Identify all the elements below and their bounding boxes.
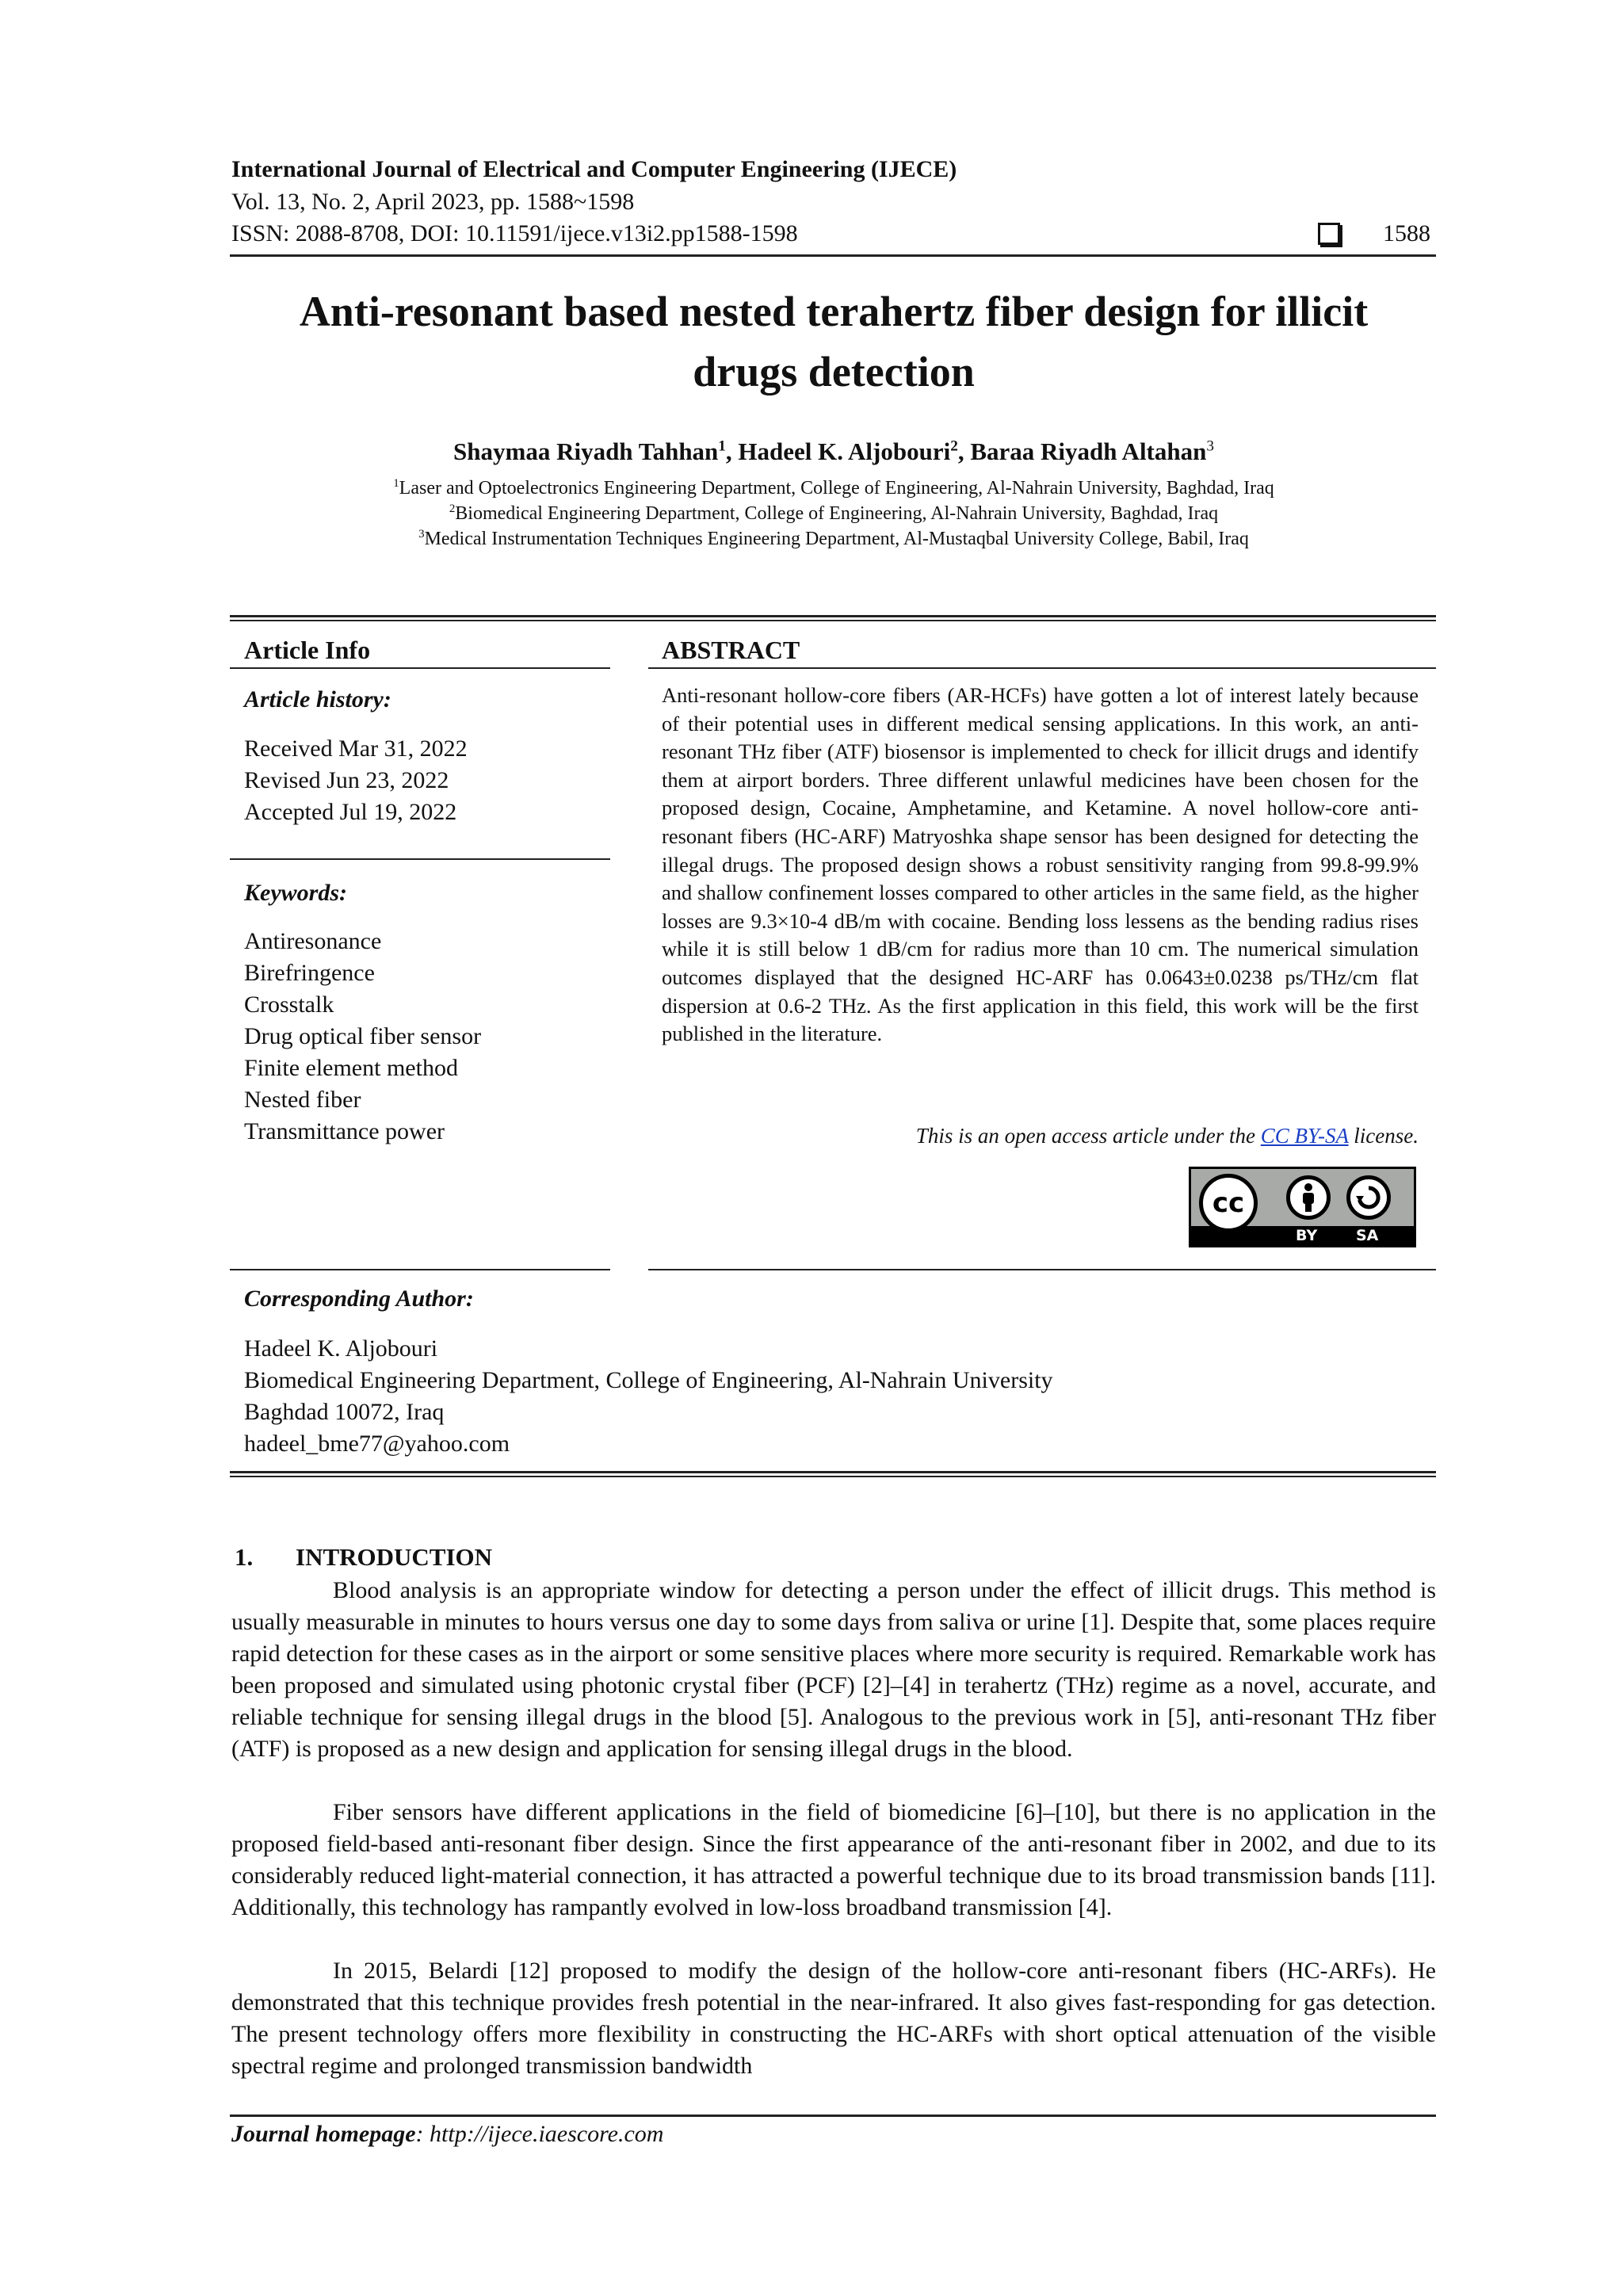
journal-name: International Journal of Electrical and Computer Engineering (IJECE)	[231, 156, 957, 182]
title-line-2: drugs detection	[693, 348, 975, 395]
affiliation-1: $^1$Laser and Optoelectronics Engineering Department, College of Engineering, Al-Nahrain University, Baghdad, Iraq	[393, 477, 1274, 499]
footer-rule	[230, 2115, 1436, 2117]
keyword-item: Antiresonance	[244, 928, 382, 954]
intro-paragraph-2: Fiber sensors have different applications in the field of biomedicine [6]–[10], but there is no application in the proposed field-based anti-resonant fiber design. Since the first appearance of the anti-resonant fiber in 2002, and due to its considerably reduced light-material connection, it has attracted a powerful technique due to its broad transmission bands [11]. Additionally, this technology has rampantly evolved in low-loss broadband transmission [4].	[231, 1799, 1436, 1920]
corresponding-email[interactable]: hadeel_bme77@yahoo.com	[244, 1431, 510, 1457]
checkbox-square-icon	[1318, 223, 1340, 245]
keyword-item: Birefringence	[244, 960, 375, 986]
section-heading	[235, 1543, 492, 1572]
infobox-bottom-rule	[230, 1471, 1436, 1473]
abstract-heading: ABSTRACT	[662, 636, 800, 664]
author-1-sup: 1	[718, 437, 726, 455]
title-line-1: Anti-resonant based nested terahertz fiber design for illicit	[299, 288, 1369, 335]
article-info-rule	[230, 667, 610, 669]
intro-paragraph-3: In 2015, Belardi [12] proposed to modify the design of the hollow-core anti-resonant fibers (HC-ARFs). He demonstrated that this technique provides fresh potential in the near-infrared. It also gives fast-responding for gas detection. The present technology offers more flexibility in constructing the HC-ARFs with short optical attenuation of the visible spectral regime and prolonged transmission bandwidth	[231, 1958, 1436, 2079]
keyword-item: Nested fiber	[244, 1087, 361, 1113]
article-info-bottom-rule	[230, 1269, 610, 1270]
section-title: INTRODUCTION	[296, 1543, 493, 1571]
abstract-text: Anti-resonant hollow-core fibers (AR-HCFs) have gotten a lot of interest lately because of their potential uses in different medical sensing applications. In this work, an anti-resonant THz fiber (ATF) biosensor is implemented to check for illicit drugs and identify them at airport borders. Three different unlawful medicines have been chosen for the proposed design, Cocaine, Amphetamine, and Ketamine. A novel hollow-core anti-resonant fibers (HC-ARF) Matryoshka shape sensor has been designed for detecting the illegal drugs. The proposed design shows a robust sensitivity ranging from 99.8-99.9% and shallow confinement losses compared to other articles in the same field, as the higher losses are 9.3×10-4 dB/m with cocaine. Bending loss lessens as the bending radius rises while it is still below 1 dB/cm for radius more than 10 cm. The numerical simulation outcomes displayed that the designed HC-ARF has 0.0643±0.0238 ps/THz/cm flat dispersion at 0.6-2 THz. As the first application in this field, this work will be the first published in the literature.	[662, 683, 1419, 1046]
section-number: 1.	[235, 1543, 254, 1571]
homepage-url[interactable]: : http://ijece.iaescore.com	[415, 2121, 664, 2147]
author-list: Shaymaa Riyadh Tahhan$^1$, Hadeel K. Aljobouri$^2$, Baraa Riyadh Altahan$^3$	[453, 437, 1214, 465]
cc-by-sa-badge[interactable]	[1189, 1167, 1416, 1247]
keyword-item: Transmittance power	[244, 1118, 445, 1144]
accepted-date: Accepted Jul 19, 2022	[244, 799, 457, 825]
history-rule	[230, 858, 610, 860]
keyword-item: Crosstalk	[244, 991, 334, 1018]
author-2-sup: 2	[950, 437, 958, 455]
keyword-item: Finite element method	[244, 1055, 458, 1081]
sa-label: SA	[1356, 1227, 1379, 1244]
infobox-bottom-rule-2	[230, 1476, 1436, 1477]
author-2: Hadeel K. Aljobouri	[738, 437, 951, 465]
infobox-top-rule-2	[230, 620, 1436, 621]
author-3: Baraa Riyadh Altahan	[970, 437, 1207, 465]
corresponding-heading: Corresponding Author:	[244, 1286, 474, 1312]
issn-doi: ISSN: 2088-8708, DOI: 10.11591/ijece.v13i2.pp1588-1598	[231, 220, 798, 246]
article-info-heading: Article Info	[244, 636, 371, 664]
volume-info: Vol. 13, No. 2, April 2023, pp. 1588~1598	[231, 189, 635, 215]
paper-title	[231, 281, 1436, 402]
infobox-top-rule	[230, 615, 1436, 617]
keyword-item: Drug optical fiber sensor	[244, 1023, 482, 1049]
journal-homepage	[231, 2121, 663, 2148]
received-date: Received Mar 31, 2022	[244, 735, 468, 762]
by-label: BY	[1296, 1227, 1318, 1244]
homepage-label: Journal homepage	[231, 2121, 416, 2147]
abstract-rule	[648, 667, 1436, 669]
author-1: Shaymaa Riyadh Tahhan	[453, 437, 719, 465]
revised-date: Revised Jun 23, 2022	[244, 767, 449, 793]
share-alike-icon	[1346, 1175, 1391, 1220]
cc-by-sa-link[interactable]: CC BY-SA	[1260, 1124, 1349, 1148]
corresponding-city: Baghdad 10072, Iraq	[244, 1399, 445, 1425]
header-rule	[230, 254, 1436, 257]
keywords-heading: Keywords:	[244, 880, 347, 906]
intro-paragraph-1: Blood analysis is an appropriate window for detecting a person under the effect of illicit drugs. This method is usually measurable in minutes to hours versus one day to some days from saliva or urine [1]. Despite that, some places require rapid detection for these cases as in the airport or some sensitive places where more security is required. Remarkable work has been proposed and simulated using photonic crystal fiber (PCF) [2]–[4] in terahertz (THz) regime as a novel, accurate, and reliable technique for sensing illegal drugs in the blood [5]. Analogous to the previous work in [5], anti-resonant THz fiber (ATF) is proposed as a new design and application for sensing illegal drugs in the blood.	[231, 1577, 1436, 1762]
abstract-bottom-rule	[648, 1269, 1436, 1270]
keyword-list	[244, 926, 481, 1148]
person-attribution-icon	[1286, 1175, 1331, 1220]
corresponding-name: Hadeel K. Aljobouri	[244, 1335, 438, 1362]
author-3-sup: 3	[1206, 437, 1214, 455]
corresponding-dept: Biomedical Engineering Department, College of Engineering, Al-Nahrain University	[244, 1367, 1053, 1393]
cc-logo-icon: cc	[1199, 1174, 1258, 1232]
page-number: 1588	[1383, 220, 1430, 246]
affiliation-3: $^3$Medical Instrumentation Techniques Engineering Department, Al-Mustaqbal University College, Babil, Iraq	[418, 528, 1249, 549]
article-history-heading: Article history:	[244, 686, 391, 712]
license-line: This is an open access article under the CC BY-SA license.	[915, 1124, 1419, 1148]
affiliation-2: $^2$Biomedical Engineering Department, College of Engineering, Al-Nahrain University, Baghdad, Iraq	[449, 502, 1219, 524]
